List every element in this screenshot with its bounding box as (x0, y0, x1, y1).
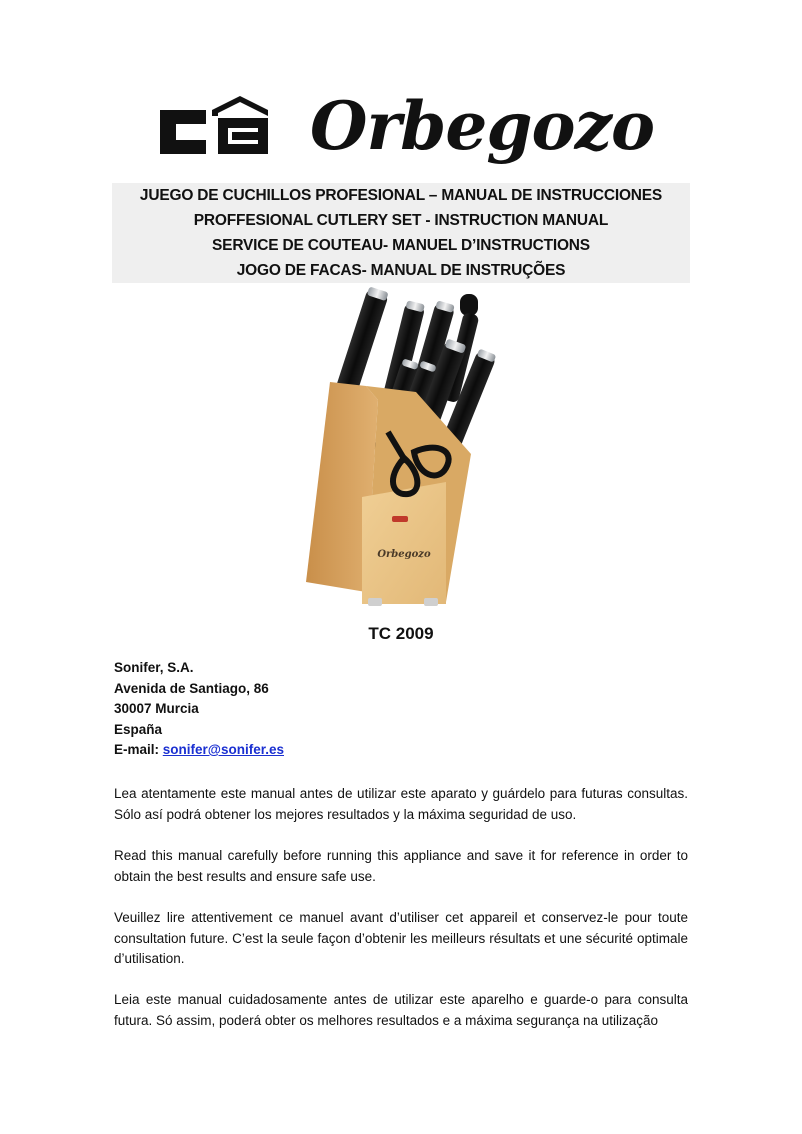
knife-block-image (296, 282, 506, 612)
block-logo-label: Orbegozo (377, 549, 431, 560)
paragraph-french: Veuillez lire attentivement ce manuel avant d’utiliser cet appareil et conservez-le pour toute consultation future. C’est la seule façon d’obtenir les meilleurs résultats et une sécurité optimale d’utilisation. (114, 910, 688, 966)
country: España (114, 721, 163, 737)
paragraph-portuguese: Leia este manual cuidadosamente antes de utilizar este aparelho e guarde-o para consulta futura. Só assim, poderá obter os melhores resultados e a máxima segurança na utilização (114, 992, 688, 1028)
title-spanish: JUEGO DE CUCHILLOS PROFESIONAL – MANUAL DE INSTRUCCIONES (139, 187, 663, 204)
paragraph-english: Read this manual carefully before running this appliance and save it for reference in order to obtain the best results and ensure safe use. (114, 848, 688, 884)
company-address (114, 658, 284, 761)
paragraph-spanish: Lea atentamente este manual antes de utilizar este aparato y guárdelo para futuras consultas. Sólo así podrá obtener los mejores resultados y la máxima seguridad de uso. (114, 786, 688, 822)
title-french: SERVICE DE COUTEAU- MANUEL D’INSTRUCTIONS (212, 237, 590, 254)
wooden-block (306, 382, 471, 606)
email-link[interactable]: sonifer@sonifer.es (162, 742, 284, 757)
title-portuguese: JOGO DE FACAS- MANUAL DE INSTRUÇÕES (236, 262, 566, 279)
brand-logo (160, 87, 655, 172)
email-label: E-mail: (114, 742, 160, 757)
title-band (112, 183, 690, 283)
postal-city: 30007 Murcia (114, 701, 199, 716)
house-logo-icon (160, 96, 274, 158)
brand-wordmark: Orbegozo (310, 87, 655, 165)
email-line (114, 740, 284, 761)
company-name: Sonifer, S.A. (114, 660, 194, 675)
title-english: PROFFESIONAL CUTLERY SET - INSTRUCTION MANUAL (193, 212, 609, 229)
street-address: Avenida de Santiago, 86 (114, 680, 269, 696)
model-number: TC 2009 (368, 624, 434, 643)
